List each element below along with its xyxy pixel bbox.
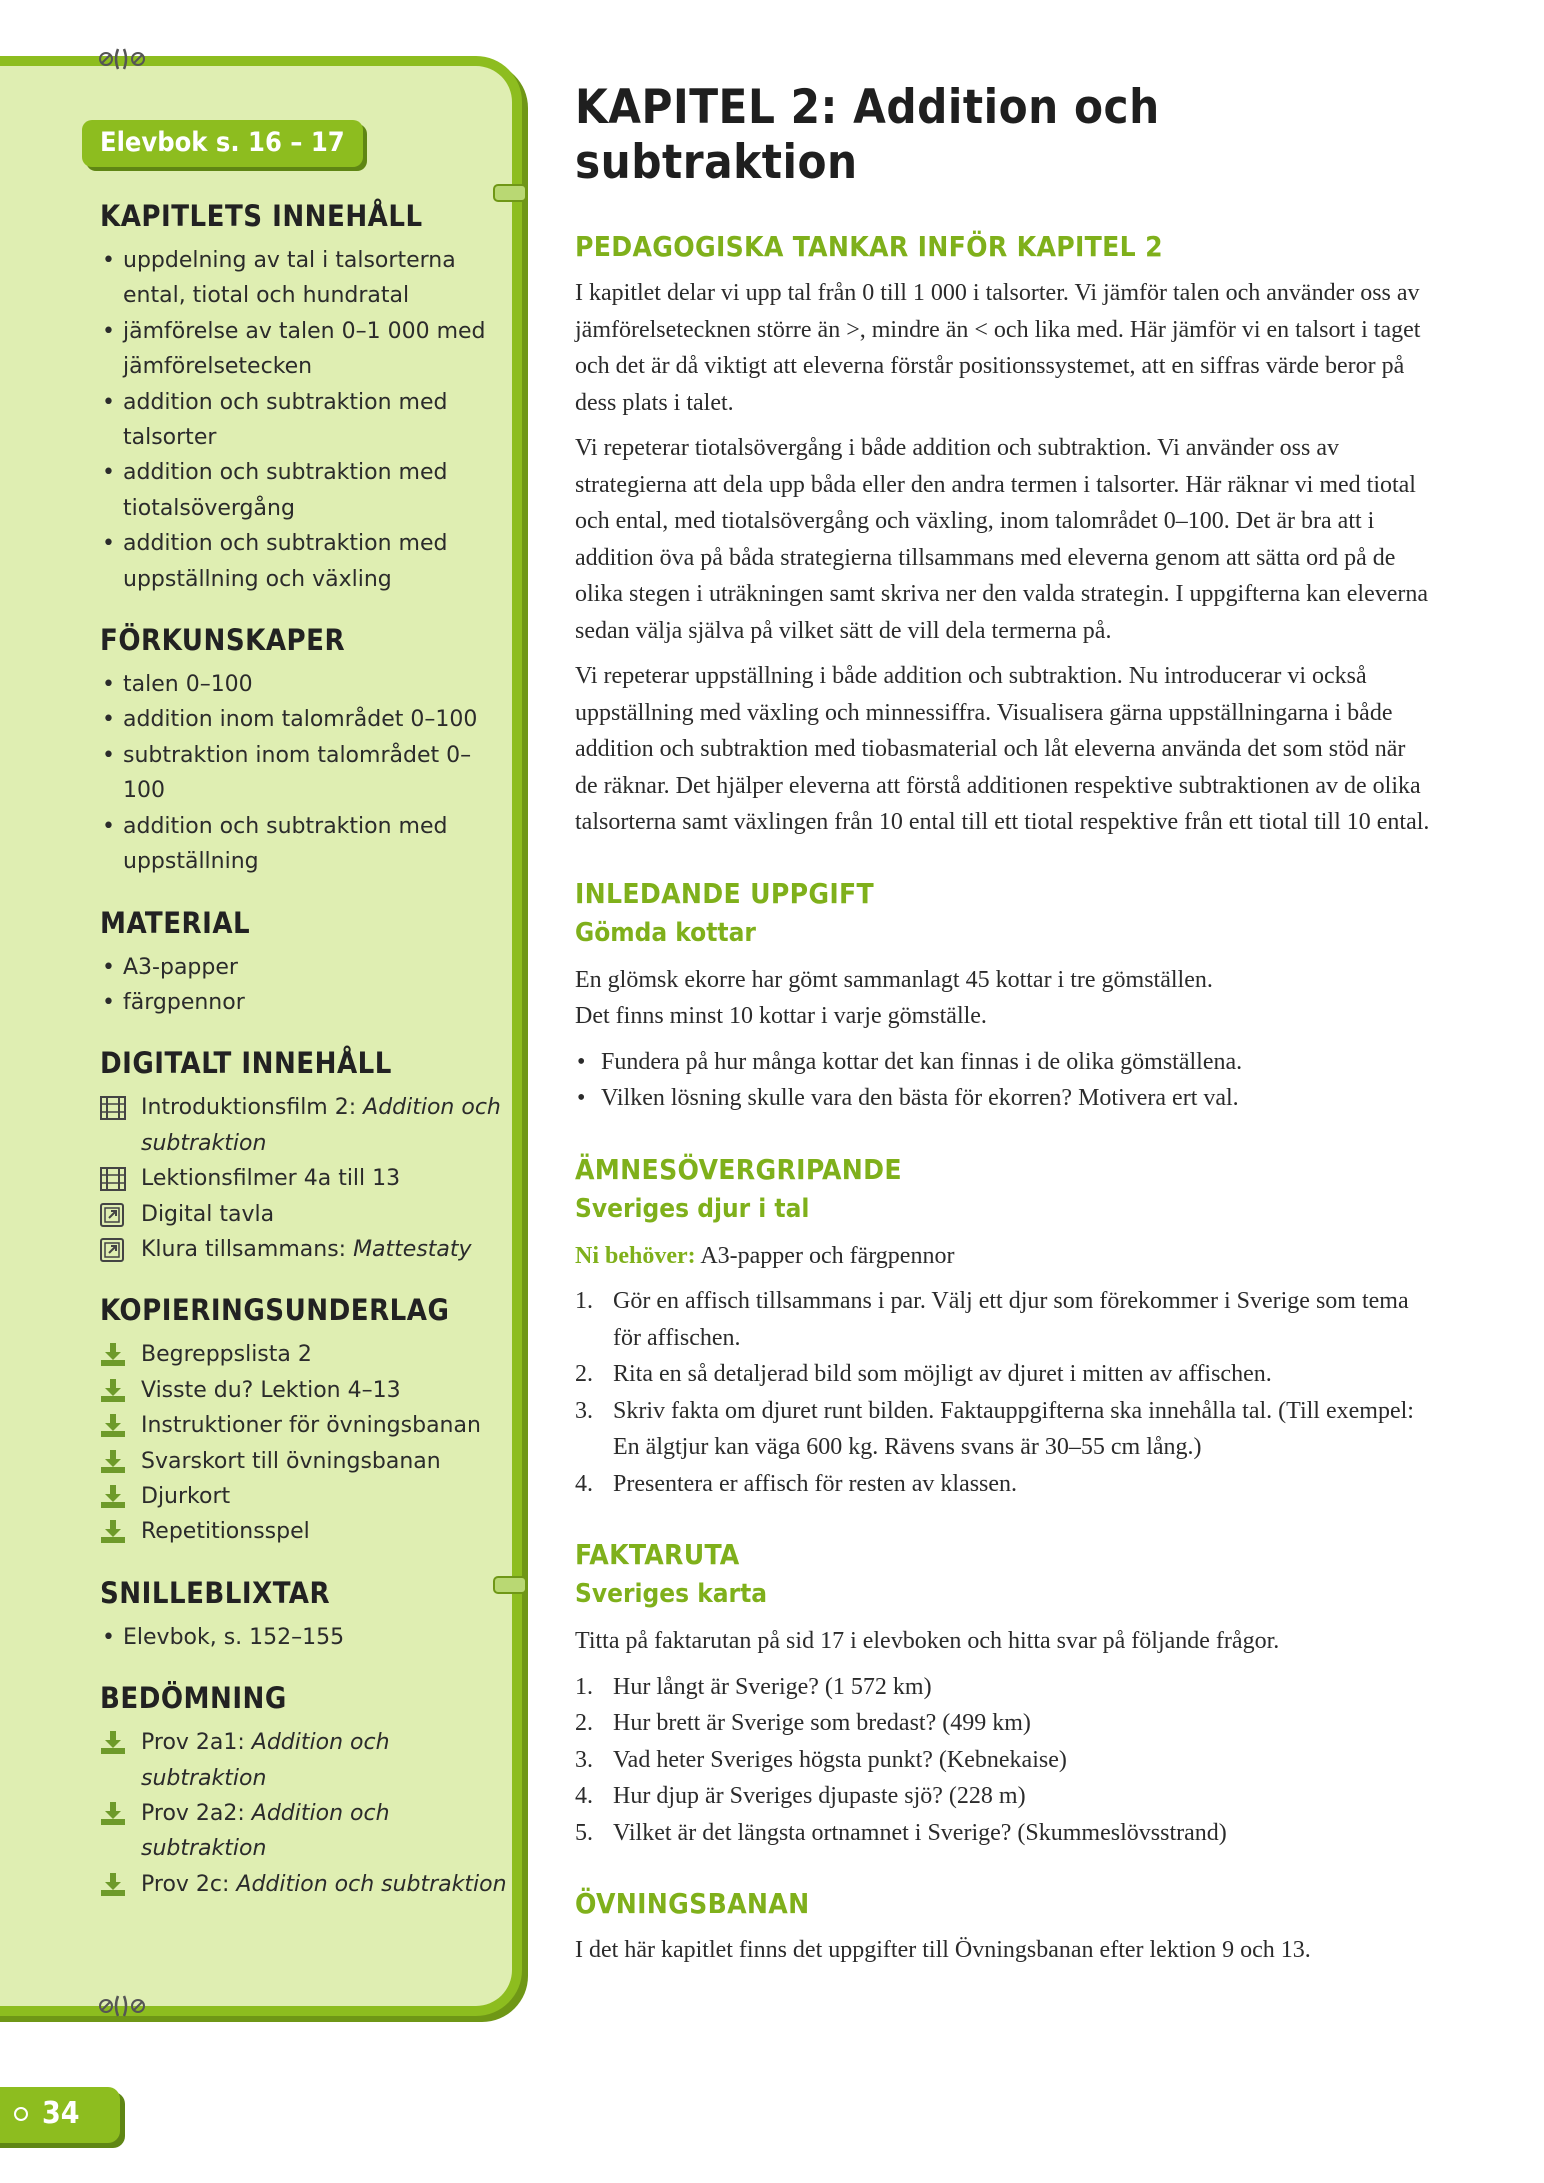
download-item-label: Djurkort (141, 1483, 231, 1509)
item-text: Hur långt är Sverige? (1 572 km) (613, 1673, 932, 1700)
item-number: 3. (575, 1397, 593, 1424)
download-icon (100, 1873, 126, 1897)
list-item (575, 1669, 1433, 1706)
download-item-label: Visste du? Lektion 4–13 (141, 1377, 401, 1403)
download-item-label: Begreppslista 2 (141, 1342, 312, 1368)
download-item-prov-2c[interactable] (100, 1867, 508, 1902)
item-number: 4. (575, 1470, 593, 1497)
heading-kapitlets-innehall: KAPITLETS INNEHÅLL (100, 199, 423, 233)
list-item (575, 1393, 1433, 1466)
item-number: 1. (575, 1673, 593, 1700)
digital-item-lektionsfilmer[interactable] (100, 1161, 508, 1196)
digital-item-klura[interactable] (100, 1232, 508, 1267)
download-item-title: Addition och subtraktion (141, 1730, 390, 1791)
item-number: 4. (575, 1783, 593, 1809)
download-item-label: Prov 2a1: (141, 1730, 252, 1756)
heading-snilleblixtar: SNILLEBLIXTAR (100, 1575, 331, 1610)
item-number: 5. (575, 1819, 593, 1846)
section-inledande-uppgift (575, 877, 1433, 1117)
download-item-label: Prov 2c: (141, 1871, 237, 1897)
list-item (575, 1705, 1433, 1742)
list-item: • talen 0–100 (100, 667, 508, 702)
needs-label: Ni behöver: (575, 1242, 696, 1269)
list-item (575, 1283, 1433, 1356)
list-forkunskaper (78, 667, 508, 879)
digital-item-label: Digital tavla (141, 1201, 275, 1227)
download-item-prov-2a1[interactable] (100, 1725, 508, 1796)
external-link-icon (100, 1203, 126, 1227)
item-text: Skriv fakta om djuret runt bilden. Faktauppgifterna ska innehålla tal. (Till exempel: En älgtjur kan väga 600 kg. Rävens svans är 30–55 cm lång.) (613, 1397, 1414, 1460)
paragraph: En glömsk ekorre har gömt sammanlagt 45 kottar i tre gömställen. (575, 966, 1213, 993)
list-item (575, 1356, 1433, 1393)
item-text: Hur djup är Sveriges djupaste sjö? (228 m) (613, 1783, 1026, 1809)
film-icon (100, 1167, 126, 1191)
item-text: Presentera er affisch för resten av klassen. (613, 1470, 1018, 1497)
section-pedagogiska-tankar (575, 230, 1433, 841)
numbered-list (575, 1283, 1433, 1502)
heading-pedagogiska-tankar: PEDAGOGISKA TANKAR INFÖR KAPITEL 2 (575, 230, 1163, 263)
list-item: • färgpennor (100, 985, 508, 1020)
list-item: • jämförelse av talen 0–1 000 med jämförelsetecken (100, 314, 508, 385)
download-icon (100, 1802, 126, 1826)
download-item[interactable] (100, 1337, 508, 1372)
paragraph: Vi repeterar uppställning i både addition och subtraktion. Nu introducerar vi också uppställning med växling och minnessiffra. Visualisera gärna uppställningarna i både addition och subtraktion med tiobasmaterial och låt eleverna använda det som stöd när de räknar. Det hjälper eleverna att förstå additionen respektive subtraktionen av de olika talsorterna samt växlingen från 10 ental till ett tiotal respektive från ett tiotal till 10 ental. (575, 663, 1430, 835)
item-number: 2. (575, 1361, 593, 1387)
list-item: • addition och subtraktion med talsorter (100, 385, 508, 456)
heading-faktaruta: FAKTARUTA (575, 1538, 740, 1571)
subheading-gomda-kottar: Gömda kottar (575, 917, 756, 948)
heading-material: MATERIAL (100, 905, 251, 940)
elevbok-badge: Elevbok s. 16 – 17 (82, 120, 363, 167)
list-snilleblixtar (78, 1620, 508, 1655)
download-item-title: Addition och subtraktion (236, 1871, 507, 1897)
binder-clip-top (96, 46, 148, 72)
bullet-list (575, 1044, 1433, 1117)
download-item[interactable] (100, 1479, 508, 1514)
download-icon (100, 1343, 126, 1367)
item-number: 3. (575, 1746, 593, 1773)
list-item: • subtraktion inom talområdet 0–100 (100, 738, 508, 809)
film-icon (100, 1096, 126, 1120)
sidebar-content (78, 120, 508, 1928)
list-item (575, 1742, 1433, 1779)
digital-item-label: Klura tillsammans: (141, 1236, 354, 1262)
needs-text: A3-papper och färgpennor (695, 1242, 955, 1269)
download-item[interactable] (100, 1444, 508, 1479)
external-link-icon (100, 1238, 126, 1262)
binder-clip-bottom (96, 1993, 148, 2019)
paragraph: I det här kapitlet finns det uppgifter till Övningsbanan efter lektion 9 och 13. (575, 1937, 1311, 1963)
digital-item-digital-tavla[interactable] (100, 1197, 508, 1232)
list-kopieringsunderlag (78, 1337, 508, 1549)
item-text: Vilket är det längsta ortnamnet i Sverige? (Skummeslövsstrand) (613, 1819, 1227, 1846)
download-item-label: Svarskort till övningsbanan (141, 1448, 441, 1474)
download-icon (100, 1414, 126, 1438)
list-digitalt-innehall (78, 1090, 508, 1267)
download-item-title: Addition och subtraktion (141, 1801, 390, 1862)
download-item[interactable] (100, 1408, 508, 1443)
main-content (575, 80, 1433, 2005)
paragraph: Vi repeterar tiotalsövergång i både addition och subtraktion. Vi använder oss av strategierna att dela upp båda eller den andra termen i talsorter. Här räknar vi med tiotal och ental, med tiotalsövergång och växling, inom talområdet 0–100. Det är bra att i addition öva på båda strategierna tillsammans med eleverna genom att sätta ord på de olika stegen i uträkningen samt skriva ner den valda strategin. I uppgifterna kan eleverna sedan välja själva på vilket sätt de vill dela termerna på. (575, 435, 1429, 644)
download-item-label: Instruktioner för övningsbanan (141, 1413, 481, 1439)
download-item-label: Prov 2a2: (141, 1801, 252, 1826)
list-item: • uppdelning av tal i talsorterna ental, tiotal och hundratal (100, 243, 508, 314)
list-item: • Fundera på hur många kottar det kan finnas i de olika gömställena. (575, 1044, 1433, 1081)
paragraph: Det finns minst 10 kottar i varje gömställe. (575, 1003, 987, 1029)
list-item (575, 1466, 1433, 1503)
list-item: • addition inom talområdet 0–100 (100, 702, 508, 737)
list-item: • addition och subtraktion med uppställning och växling (100, 526, 508, 597)
heading-kopieringsunderlag: KOPIERINGSUNDERLAG (100, 1293, 450, 1328)
page-number: 34 (42, 2096, 80, 2131)
list-item (575, 1815, 1433, 1852)
item-text: Gör en affisch tillsammans i par. Välj ett djur som förekommer i Sverige som tema för affischen. (613, 1288, 1409, 1351)
heading-forkunskaper: FÖRKUNSKAPER (100, 623, 346, 658)
needs-line (575, 1238, 1433, 1275)
page-number-tab (0, 2087, 120, 2143)
heading-bedomning: BEDÖMNING (100, 1681, 287, 1716)
download-icon (100, 1379, 126, 1403)
section-faktaruta (575, 1538, 1433, 1851)
numbered-list (575, 1669, 1433, 1852)
subheading-sveriges-karta: Sveriges karta (575, 1579, 768, 1609)
page-number-dot-icon (14, 2107, 28, 2121)
download-icon (100, 1485, 126, 1509)
download-icon (100, 1731, 126, 1755)
list-item: • A3-papper (100, 950, 508, 985)
list-bedomning (78, 1725, 508, 1902)
digital-item-introfilm[interactable] (100, 1090, 508, 1161)
list-item: • Elevbok, s. 152–155 (100, 1620, 508, 1655)
item-number: 1. (575, 1288, 593, 1314)
heading-ovningsbanan: ÖVNINGSBANAN (575, 1887, 810, 1920)
item-number: 2. (575, 1710, 593, 1736)
paragraph: Titta på faktarutan på sid 17 i elevboken och hitta svar på följande frågor. (575, 1628, 1280, 1654)
page-title: KAPITEL 2: Addition och subtraktion (575, 80, 1160, 190)
item-text: Vad heter Sveriges högsta punkt? (Kebnekaise) (613, 1746, 1067, 1773)
item-text: Rita en så detaljerad bild som möjligt av djuret i mitten av affischen. (613, 1361, 1272, 1387)
digital-item-title: Mattestaty (353, 1236, 472, 1262)
download-icon (100, 1450, 126, 1474)
heading-digitalt-innehall: DIGITALT INNEHÅLL (100, 1046, 392, 1081)
list-material (78, 950, 508, 1021)
download-icon (100, 1520, 126, 1544)
item-text: Hur brett är Sverige som bredast? (499 km) (613, 1710, 1031, 1736)
heading-inledande-uppgift: INLEDANDE UPPGIFT (575, 876, 875, 910)
section-amnesovergripande (575, 1153, 1433, 1503)
paragraph: I kapitlet delar vi upp tal från 0 till 1 000 i talsorter. Vi jämför talen och använder oss av jämförelsetecknen större än >, mindre än < och lika med. Här jämför vi en talsort i taget och det är då viktigt att eleverna förstår positionssystemet, att en siffras värde beror på dess plats i talet. (575, 280, 1421, 416)
download-item-label: Repetitionsspel (141, 1519, 310, 1545)
subheading-sveriges-djur: Sveriges djur i tal (575, 1193, 810, 1224)
heading-amnesovergripande: ÄMNESÖVERGRIPANDE (575, 1152, 902, 1186)
download-item[interactable] (100, 1514, 508, 1549)
digital-item-title: Addition och subtraktion (141, 1095, 501, 1156)
download-item-prov-2a2[interactable] (100, 1796, 508, 1867)
download-item[interactable] (100, 1373, 508, 1408)
digital-item-label: Lektionsfilmer 4a till 13 (141, 1166, 401, 1192)
list-kapitlets-innehall (78, 243, 508, 597)
list-item: • Vilken lösning skulle vara den bästa för ekorren? Motivera ert val. (575, 1080, 1433, 1117)
list-item (575, 1778, 1433, 1815)
list-item: • addition och subtraktion med tiotalsövergång (100, 455, 508, 526)
digital-item-label: Introduktionsfilm 2: (141, 1095, 364, 1121)
list-item: • addition och subtraktion med uppställning (100, 809, 508, 880)
section-ovningsbanan (575, 1887, 1433, 1969)
